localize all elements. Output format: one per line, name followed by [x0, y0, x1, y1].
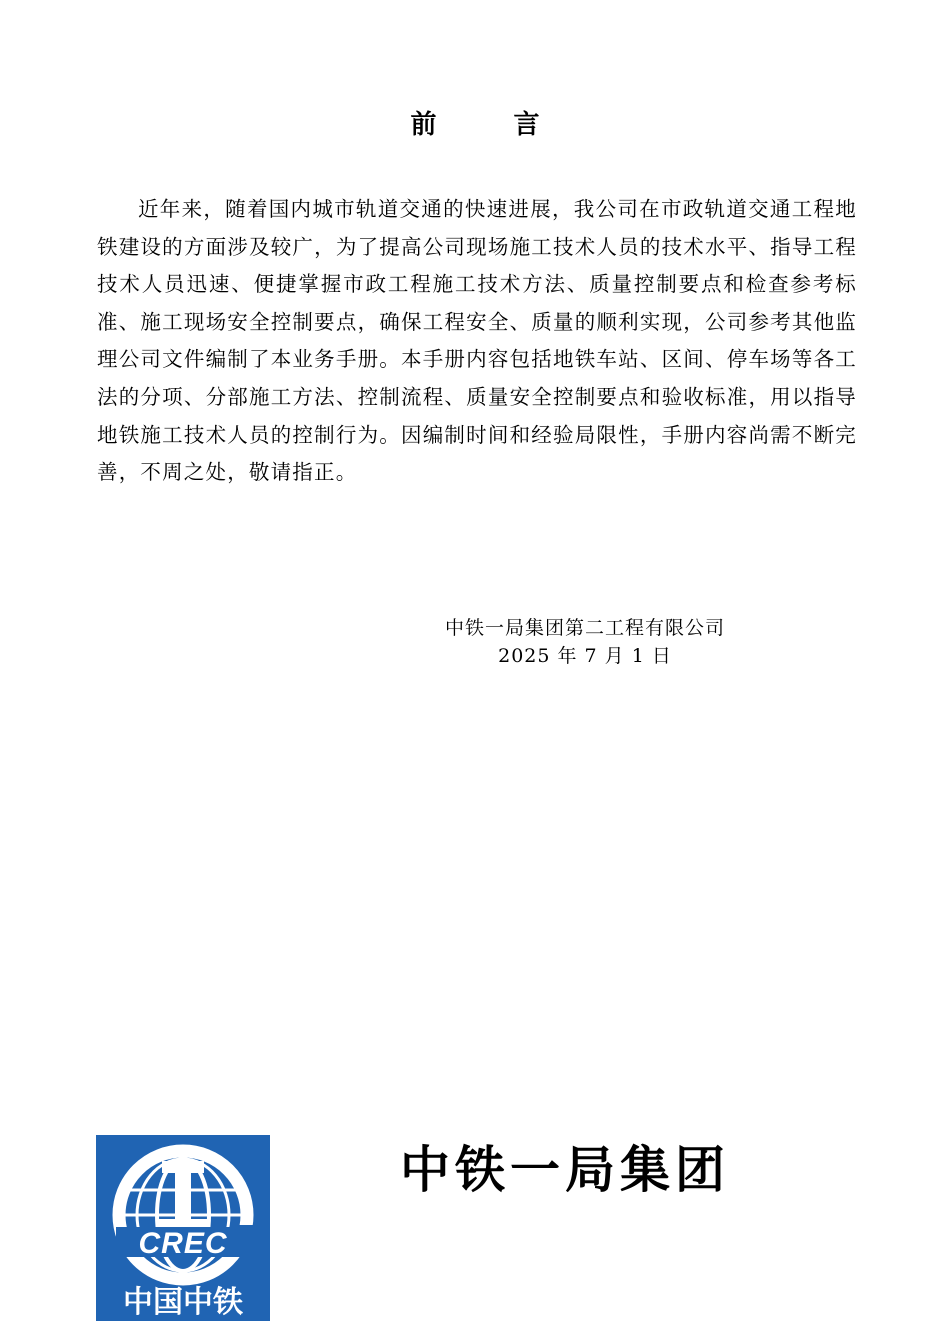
preface-heading: 前 言	[410, 110, 574, 140]
logo-letters: CREC	[138, 1227, 228, 1260]
logo-caption: 中国中铁	[123, 1285, 243, 1320]
company-name: 中铁一局集团	[400, 1140, 730, 1199]
signature-company: 中铁一局集团第二工程有限公司	[444, 617, 725, 639]
preface-paragraph: 近年来，随着国内城市轨道交通的快速进展，我公司在市政轨道交通工程地铁建设的方面涉及较广，为了提高公司现场施工技术人员的技术水平、指导工程技术人员迅速、便捷掌握市政工程施工技术方法、质量控制要点和检查参考标准、施工现场安全控制要点，确保工程安全、质量的顺利实现，公司参考其他监理公司文件编制了本业务手册。本手册内容包括地铁车站、区间、停车场等各工法的分项、分部施工方法、控制流程、质量安全控制要点和验收标准，用以指导地铁施工技术人员的控制行为。因编制时间和经验局限性，手册内容尚需不断完善，不周之处，敬请指正。	[97, 197, 857, 485]
crec-logo	[96, 1135, 270, 1321]
signature-block	[420, 614, 750, 670]
signature-date: 2025 年 7 月 1 日	[498, 645, 672, 667]
preface-body	[97, 191, 857, 492]
